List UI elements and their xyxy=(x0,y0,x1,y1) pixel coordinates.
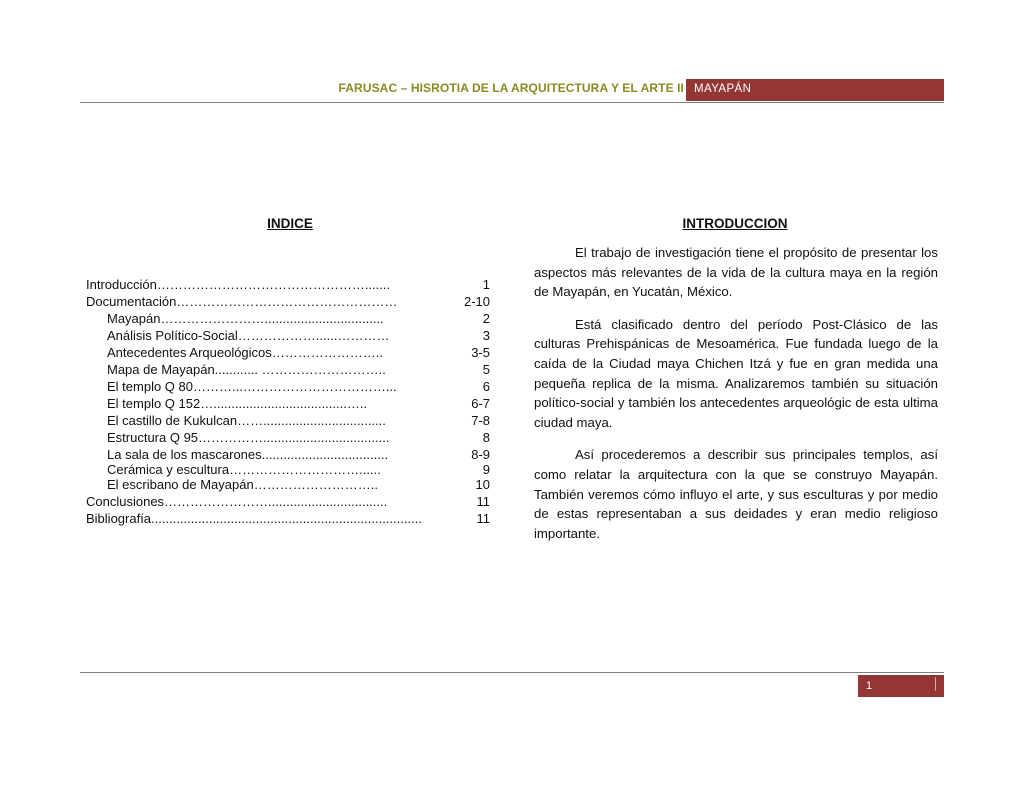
indice-title: INDICE xyxy=(267,216,313,231)
toc-row xyxy=(86,463,496,476)
toc-row xyxy=(86,429,496,446)
toc-entry-label: Antecedentes Arqueológicos…………………….. xyxy=(107,345,384,360)
toc-entry-page: 3 xyxy=(482,328,490,343)
toc-entry-label: El templo Q 80………...……………………………... xyxy=(107,379,397,394)
toc-entry-page: 11 xyxy=(476,511,490,526)
toc-row xyxy=(86,293,496,310)
toc-row xyxy=(86,378,496,395)
toc-entry-page: 3-5 xyxy=(471,345,490,360)
toc-entry-label: El escribano de Mayapán……………………….. xyxy=(107,477,378,492)
toc-entry-page: 2 xyxy=(482,311,490,326)
introduccion-title: INTRODUCCION xyxy=(682,216,788,231)
toc-entry-page: 7-8 xyxy=(471,413,490,428)
toc-entry-page: 1 xyxy=(482,277,490,292)
toc-row xyxy=(86,493,496,510)
page-number-box xyxy=(858,675,944,697)
toc-entry-page: 6-7 xyxy=(471,396,490,411)
toc-entry-label: El templo Q 152….....................................….. xyxy=(107,396,368,411)
toc-row xyxy=(86,510,496,527)
toc-entry-page: 9 xyxy=(482,462,490,477)
toc-entry-page: 11 xyxy=(476,494,490,509)
toc-row xyxy=(86,476,496,493)
toc-entry-label: Análisis Político-Social………………......………… xyxy=(107,328,390,343)
page-number-separator xyxy=(935,677,936,691)
header-rule xyxy=(80,102,944,103)
toc-entry-page: 2-10 xyxy=(463,294,490,309)
header-section-box: MAYAPÁN xyxy=(686,79,944,101)
toc-row xyxy=(86,276,496,293)
intro-paragraph-3: Así procederemos a describir sus principales templos, así como relatar la arquitectura con la que se construyo Mayapán. También veremos cómo influyo el arte, y sus esculturas y por medio de estas representaban a sus deidades y eran medio religioso importante. xyxy=(534,447,938,541)
toc-entry-label: Bibliografía........................................................................... xyxy=(86,511,422,526)
toc-entry-label: La sala de los mascarones................................... xyxy=(107,447,389,462)
intro-paragraph-2: Está clasificado dentro del período Post-Clásico de las culturas Prehispánicas de Mesoamérica. Fue fundada luego de la caída de la Ciudad maya Chichen Itzá y fue en gran medida una pequeña replica de la misma. Analizaremos también su situación político-social y también los antecedentes arqueológic de esta ultima ciudad maya. xyxy=(534,316,938,430)
toc-entry-label: Mapa de Mayapán............ ……………………….. xyxy=(107,362,386,377)
toc-entry-label: Cerámica y escultura…………………………...... xyxy=(107,463,381,477)
toc-row xyxy=(86,412,496,429)
toc-row xyxy=(86,361,496,378)
toc-entry-page: 5 xyxy=(482,362,490,377)
page-number: 1 xyxy=(866,680,873,692)
toc-row xyxy=(86,344,496,361)
toc-entry-label: Estructura Q 95……………................................... xyxy=(107,430,390,445)
footer-rule xyxy=(80,672,944,673)
table-of-contents xyxy=(86,276,496,527)
toc-row xyxy=(86,446,496,463)
toc-entry-label: Documentación…………………………………………… xyxy=(86,294,398,309)
header-title: FARUSAC – HISROTIA DE LA ARQUITECTURA Y EL ARTE II xyxy=(338,81,684,95)
toc-entry-label: Mayapán……………………................................. xyxy=(107,311,384,326)
toc-row xyxy=(86,310,496,327)
toc-row xyxy=(86,327,496,344)
introduccion-body xyxy=(534,243,938,556)
intro-paragraph-1: El trabajo de investigación tiene el propósito de presentar los aspectos más relevantes de la vida de la cultura maya en la región de Mayapán, en Yucatán, México. xyxy=(534,245,938,300)
toc-entry-page: 6 xyxy=(482,379,490,394)
toc-entry-page: 8-9 xyxy=(471,447,490,462)
toc-entry-label: El castillo de Kukulcan…….................................. xyxy=(107,413,386,428)
toc-entry-label: Introducción…………………………………………....... xyxy=(86,277,391,292)
toc-row xyxy=(86,395,496,412)
toc-entry-page: 8 xyxy=(482,430,490,445)
toc-entry-label: Conclusiones……………………................................. xyxy=(86,494,388,509)
toc-entry-page: 10 xyxy=(475,477,490,492)
